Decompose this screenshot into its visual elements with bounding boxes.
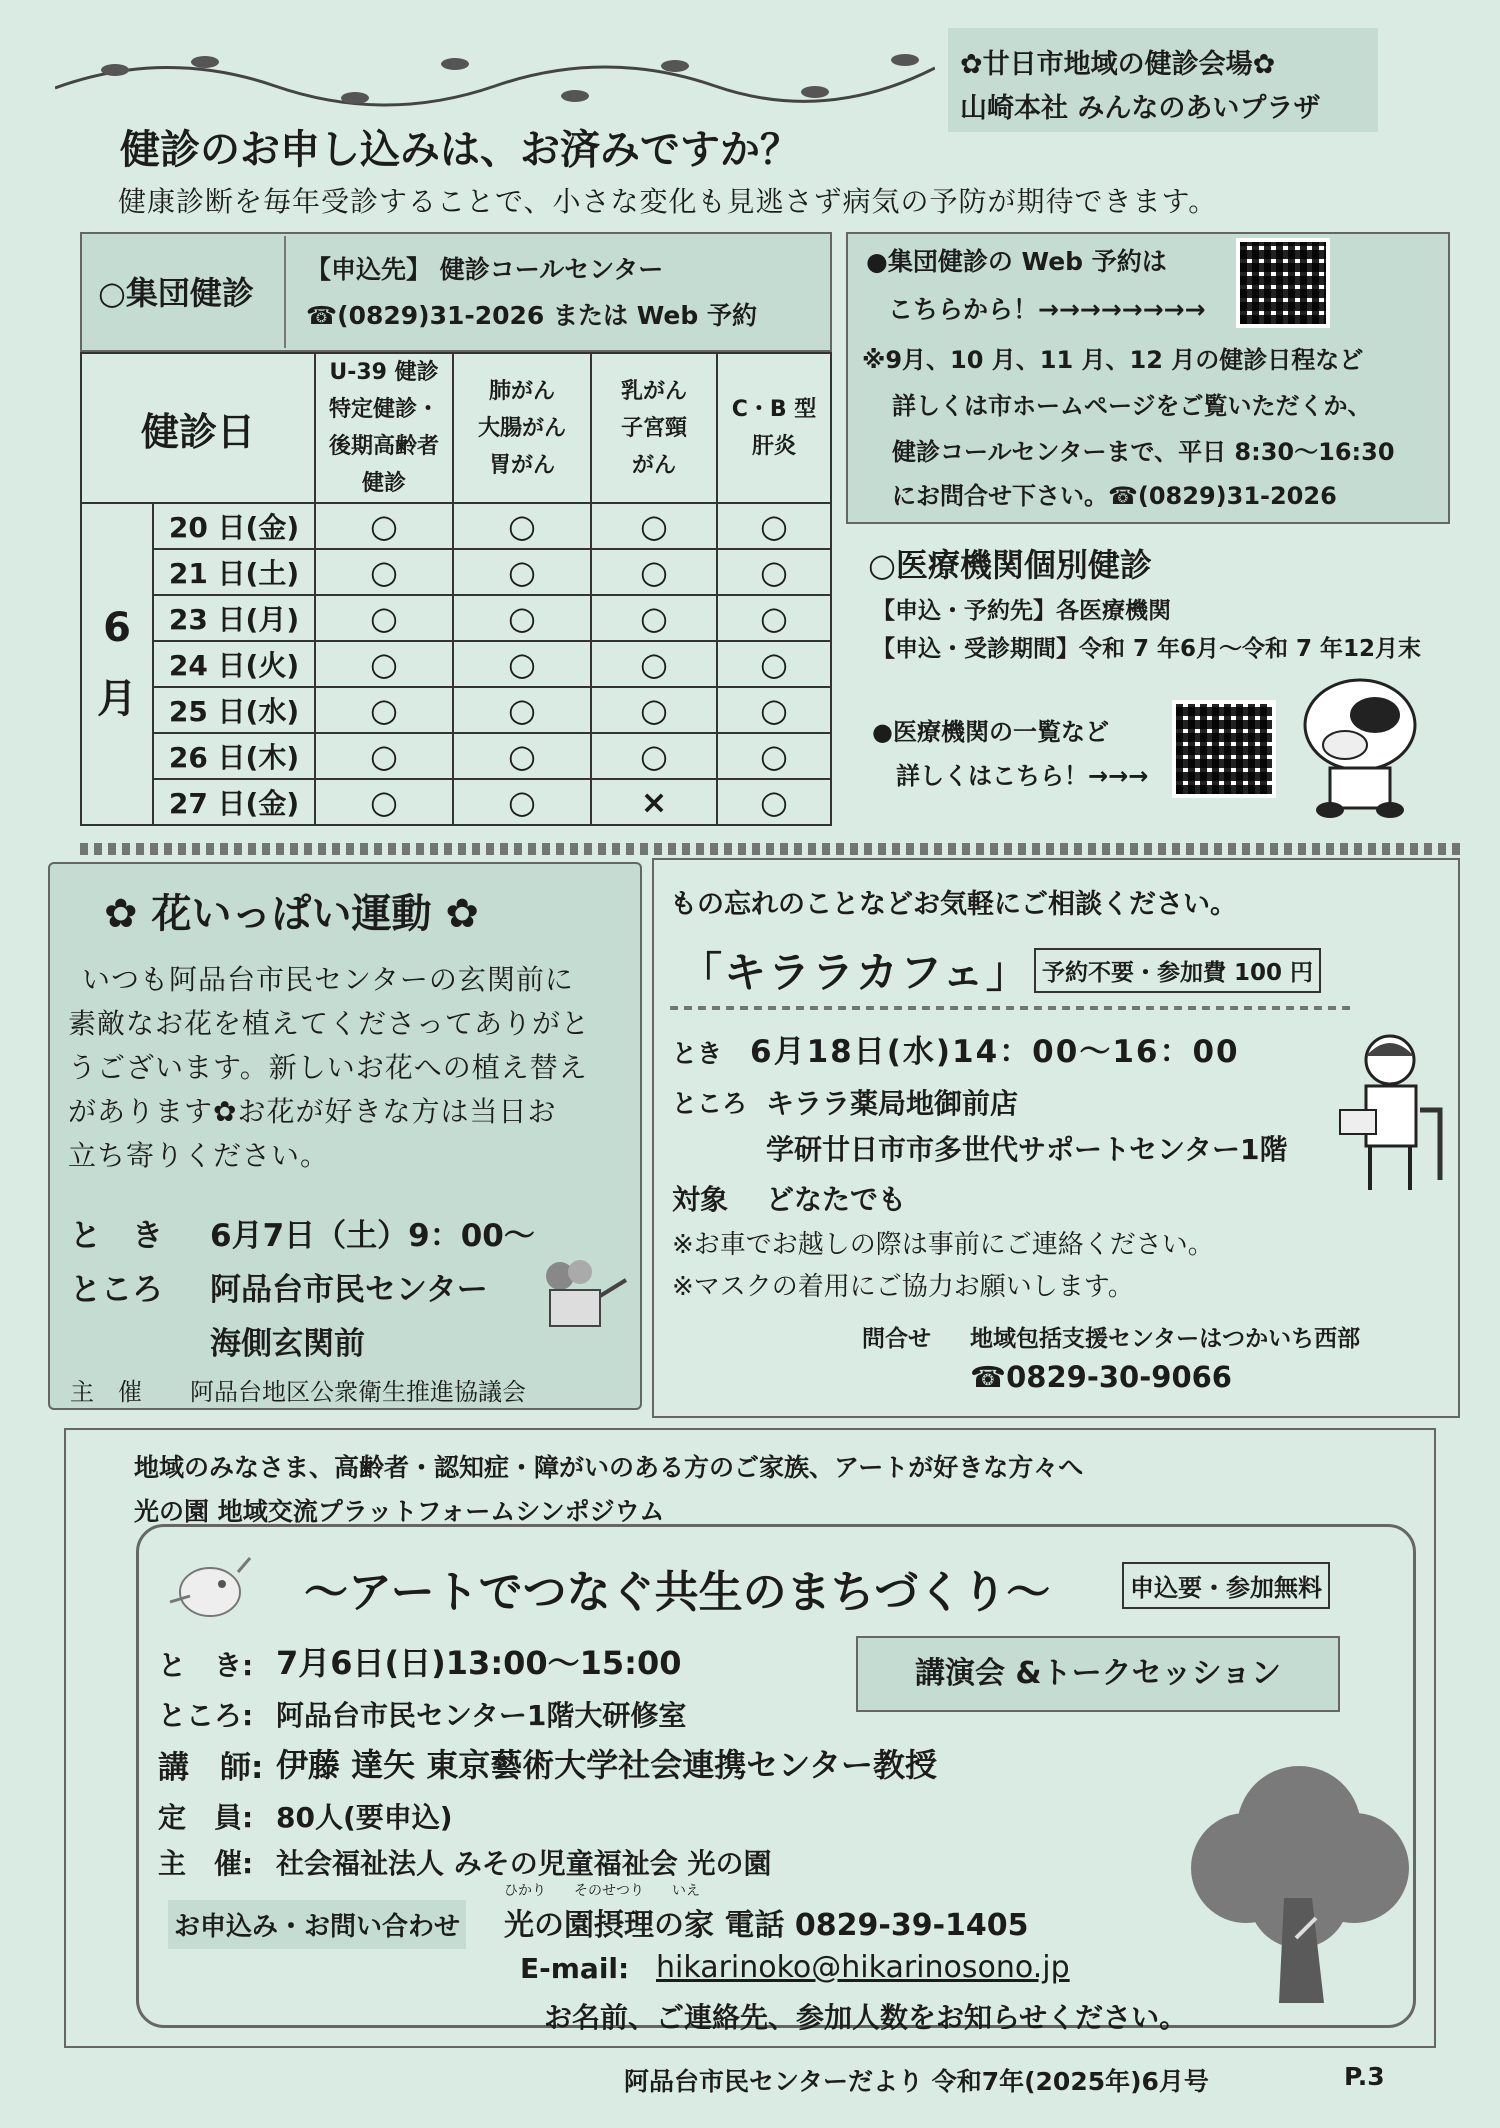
footer-text: 阿品台市民センターだより 令和7年(2025年)6月号 [624,2067,1209,2096]
mark: ○ [453,733,591,779]
woman-illustration-icon [1330,1030,1460,1200]
sympo-lecturer: 伊藤 達矢 東京藝術大学社会連携センター教授 [276,1746,938,1784]
mark: ○ [315,779,453,825]
cafe-contact-label: 問合せ [862,1326,931,1352]
table-row-date: 26 日(木) [153,733,315,779]
sympo-series: 光の園 地域交流プラットフォームシンポジウム [134,1497,665,1526]
sympo-badge: 申込要・参加無料 [1122,1562,1330,1609]
cow-mascot-icon [1290,670,1440,820]
cafe-name: 「キララカフェ」 [680,948,1030,997]
mark: ○ [717,733,831,779]
sympo-host-label: 主 催: [158,1847,254,1880]
cafe-note2: ※マスクの着用にご協力お願いします。 [672,1272,1134,1302]
flower-body-line: 立ち寄りください。 [68,1139,330,1172]
venue-name: 山崎本社 みんなのあいプラザ [960,93,1321,124]
cafe-when-label: とき [672,1039,723,1068]
bird-icon [150,1552,260,1632]
mark: ○ [453,595,591,641]
mark: ○ [591,503,717,549]
watering-can-icon [530,1256,630,1336]
web-line1: ●集団健診の Web 予約は [866,247,1167,276]
web-note1: ※9月、10 月、11 月、12 月の健診日程など [862,346,1364,374]
flower-host-label: 主 催 [70,1378,142,1406]
medical-l1: 【申込・予約先】各医療機関 [872,598,1171,624]
mark: ○ [315,503,453,549]
divider [284,236,286,348]
group-tel: ☎(0829)31-2026 または Web 予約 [306,301,757,330]
col-header-women: 乳がん 子宮頸 がん [591,353,717,503]
date-header: 健診日 [81,353,315,503]
mark: ○ [453,641,591,687]
section-divider [80,843,1460,855]
flower-body-line: 素敵なお花を植えてくださってありがと [68,1007,591,1040]
mark: ○ [453,779,591,825]
cafe-badge: 予約不要・参加費 100 円 [1034,948,1321,993]
web-note2: 詳しくは市ホームページをご覧いただくか、 [892,392,1372,420]
col-header-cancer: 肺がん 大腸がん 胃がん [453,353,591,503]
cafe-target: どなたでも [766,1183,907,1216]
table-row-date: 25 日(水) [153,687,315,733]
group-apply-to: 【申込先】 健診コールセンター [306,255,664,284]
mark: ○ [591,549,717,595]
mark: ○ [453,503,591,549]
cafe-where2: 学研廿日市市多世代サポートセンター1階 [766,1133,1288,1166]
page-number: P.3 [1344,2062,1385,2091]
sympo-title: 〜アートでつなぐ共生のまちづくり〜 [304,1567,1051,1618]
mark: ○ [315,549,453,595]
table-row-date: 27 日(金) [153,779,315,825]
vine-decoration [55,48,935,108]
sympo-email-label: E-mail: [520,1952,630,1985]
cafe-where1: キララ薬局地御前店 [766,1087,1019,1120]
mark: ○ [717,687,831,733]
web-qr-code[interactable] [1236,238,1330,328]
flower-when-label: と き [70,1218,163,1254]
sympo-cap: 80人(要申込) [276,1801,453,1834]
table-row-date: 24 日(火) [153,641,315,687]
flower-where-label: ところ [70,1272,163,1308]
medical-l2: 【申込・受診期間】令和 7 年6月〜令和 7 年12月末 [872,636,1422,662]
mark: ○ [453,687,591,733]
mark: ○ [717,549,831,595]
col-header-specific: U-39 健診 特定健診・ 後期高齢者 健診 [315,353,453,503]
flower-when: 6月7日（土）9：00〜 [210,1218,535,1254]
sympo-ruby: ひかり そのせつり いえ [504,1883,700,1899]
sympo-where-label: ところ: [158,1699,254,1732]
web-note3: 健診コールセンターまで、平日 8:30〜16:30 [892,438,1395,466]
sympo-session: 講演会 &トークセッション [856,1636,1340,1712]
cafe-target-label: 対象 [672,1183,729,1216]
mark: ○ [591,595,717,641]
group-exam-label: ○集団健診 [98,274,254,312]
flower-body-line: があります✿お花が好きな方は当日お [68,1095,557,1128]
sympo-cap-label: 定 員: [158,1801,254,1834]
mark: ○ [717,779,831,825]
mark: ○ [717,641,831,687]
month-cell: 6 月 [81,503,153,825]
flower-where1: 阿品台市民センター [210,1272,488,1308]
page-title: 健診のお申し込みは、お済みですか？ [120,127,800,173]
sympo-apply: 光の園摂理の家 電話 0829-39-1405 [504,1908,1029,1943]
sympo-when-label: と き: [158,1649,254,1682]
mark: ○ [717,503,831,549]
mark: ○ [315,733,453,779]
venue-title: ✿廿日市地域の健診会場✿ [960,49,1276,80]
sympo-note: お名前、ご連絡先、参加人数をお知らせください。 [544,2001,1188,2034]
medical-qr-code[interactable] [1172,700,1276,798]
cafe-intro: もの忘れのことなどお気軽にご相談ください。 [670,889,1237,920]
cafe-when: 6月18日(水)14：00〜16：00 [750,1034,1240,1070]
mark: ○ [315,595,453,641]
sympo-email-link[interactable]: hikarinoko@hikarinosono.jp [656,1950,1070,1985]
mark: ○ [717,595,831,641]
flower-title: ✿ 花いっぱい運動 ✿ [104,891,479,937]
mark: ○ [315,641,453,687]
col-header-hepatitis: C・B 型 肝炎 [717,353,831,503]
flower-where2: 海側玄関前 [210,1326,365,1362]
sympo-apply-label: お申込み・お問い合わせ [168,1900,466,1949]
sympo-lead: 地域のみなさま、高齢者・認知症・障がいのある方のご家族、アートが好きな方々へ [134,1453,1084,1482]
mark: × [591,779,717,825]
flower-host: 阿品台地区公衆衛生推進協議会 [190,1378,526,1406]
mark: ○ [315,687,453,733]
sympo-host: 社会福祉法人 みその児童福祉会 光の園 [276,1847,772,1880]
web-note4: にお問合せ下さい。☎(0829)31-2026 [892,482,1337,510]
sympo-when: 7月6日(日)13:00〜15:00 [276,1644,682,1682]
medical-title: ○医療機関個別健診 [868,546,1152,584]
table-row-date: 21 日(土) [153,549,315,595]
cafe-divider [670,1006,1350,1010]
table-row-date: 23 日(月) [153,595,315,641]
mark: ○ [591,733,717,779]
mark: ○ [591,687,717,733]
tree-icon [1184,1748,1414,2008]
cafe-tel: ☎0829-30-9066 [970,1360,1232,1394]
flower-body-line: うございます。新しいお花への植え替え [68,1051,588,1084]
cafe-contact: 地域包括支援センターはつかいち西部 [970,1326,1361,1352]
sympo-where: 阿品台市民センター1階大研修室 [276,1699,687,1732]
medical-l4: 詳しくはこちら！→→→ [896,762,1149,790]
cafe-note1: ※お車でお越しの際は事前にご連絡ください。 [672,1230,1214,1260]
flower-body-line: いつも阿品台市民センターの玄関前に [82,963,574,996]
exam-schedule-table [80,352,832,826]
cafe-where-label: ところ [672,1089,748,1118]
page-subtitle: 健康診断を毎年受診することで、小さな変化も見逃さず病気の予防が期待できます。 [118,185,1218,218]
mark: ○ [591,641,717,687]
medical-l3: ●医療機関の一覧など [872,718,1109,746]
table-row-date: 20 日(金) [153,503,315,549]
web-line2: こちらから！→→→→→→→→ [888,295,1206,324]
mark: ○ [453,549,591,595]
sympo-lecturer-label: 講 師: [158,1750,264,1786]
